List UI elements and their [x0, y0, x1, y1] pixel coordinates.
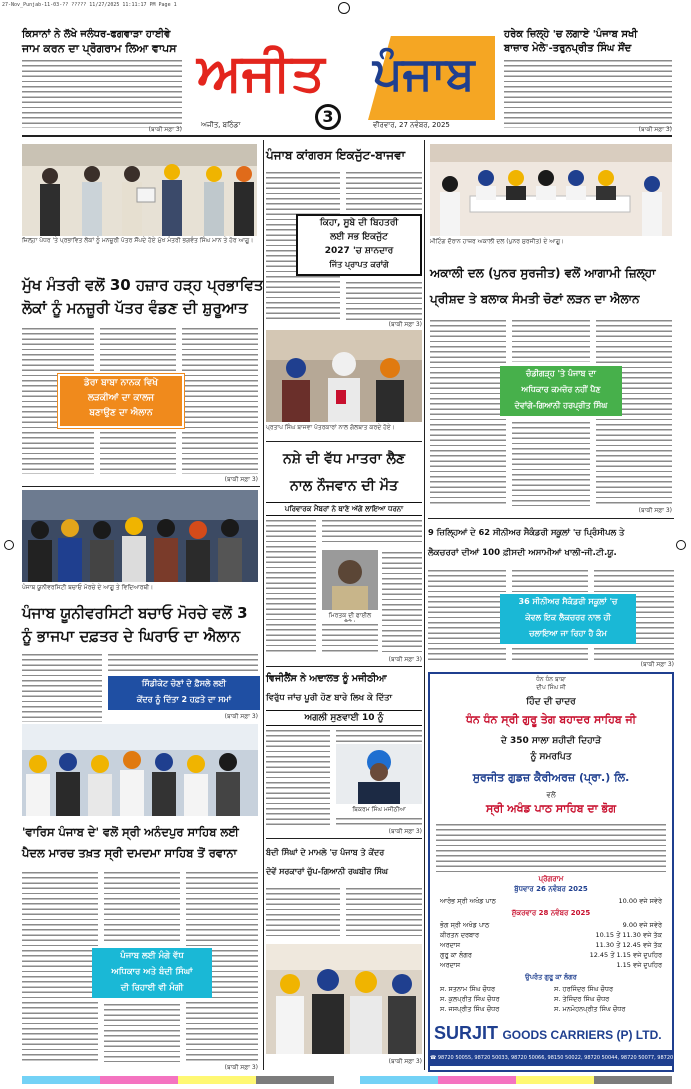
center-left-rule [263, 140, 264, 1070]
drugs-continued: (ਬਾਕੀ ਸਫ਼ਾ 3) [388, 656, 422, 663]
bandi-photo [266, 944, 422, 1054]
pu-photo [22, 490, 258, 582]
ad-line-5: ਸੁਰਜੀਤ ਗੁਡਜ਼ ਕੈਰੀਅਰਜ਼ (ਪ੍ਰਾ.) ਲਿ. [472, 771, 630, 784]
ad-langar: ਉਪਰੰਤ ਗੁਰੂ ਕਾ ਲੰਗਰ [525, 973, 577, 981]
schools-body-col-1 [428, 568, 506, 660]
cm-photo-illustration [22, 144, 257, 236]
pu-photo-illustration [22, 490, 258, 582]
print-slug: 27-Nov_Punjab-11-03-?? ????? 11/27/2025 11:11:17 PM Page 1 [2, 2, 177, 8]
congress-continued: (ਬਾਕੀ ਸਫ਼ਾ 3) [388, 321, 422, 328]
vigilance-next-hearing: ਅਗਲੀ ਸੁਣਵਾਈ 10 ਨੂੰ [266, 710, 422, 726]
ad-schedule-label: ਗੁਰੂ ਕਾ ਲੰਗਰ [440, 951, 472, 959]
congress-pullquote-line-3: 2027 'ਚ ਸ਼ਾਨਦਾਰ [324, 246, 394, 256]
congress-body-col-2 [346, 170, 422, 210]
vigilance-continued: (ਬਾਕੀ ਸਫ਼ਾ 3) [388, 828, 422, 835]
left-divider-1 [22, 486, 260, 487]
bandi-photo-illustration [266, 944, 422, 1054]
cm-highlight-line-3: ਬਣਾਉਣ ਦਾ ਐਲਾਨ [89, 408, 153, 418]
ad-program-title: ਪ੍ਰੋਗਰਾਮ [538, 875, 564, 883]
akali-highlight-box [500, 366, 622, 416]
pu-highlight-line-1: ਸਿੰਡੀਕੇਟ ਚੋਣਾਂ ਦੇ ਫ਼ੈਸਲੇ ਲਈ [141, 679, 227, 688]
drugs-body-col-2b [322, 622, 378, 654]
ad-date-1: ਬੁੱਧਵਾਰ 26 ਨਵੰਬਰ 2025 [514, 885, 588, 893]
ad-invitee: ਸ. ਹਰਜਿੰਦਰ ਸਿੰਘ ਚੌਧਰ [554, 985, 614, 993]
waris-highlight-line-3: ਦੀ ਰਿਹਾਈ ਵੀ ਮੰਗੀ [120, 983, 184, 993]
bajwa-photo-illustration [266, 330, 422, 422]
schools-headline-1: 9 ਜ਼ਿਲ੍ਹਿਆਂ ਦੇ 62 ਸੀਨੀਅਰ ਸੈਕੰਡਰੀ ਸਕੂਲਾਂ 'ਚ ਪ੍ਰਿੰਸੀਪਲ ਤੇ [428, 527, 625, 537]
center-divider-2 [266, 666, 422, 667]
majithia-photo [336, 744, 422, 804]
akali-highlight-line-3: ਦੇਵਾਂਗੇ-ਗਿਆਨੀ ਹਰਪ੍ਰੀਤ ਸਿੰਘ [514, 401, 608, 410]
ad-schedule-label: ਆਰੰਭ ਸ੍ਰੀ ਅਖੰਡ ਪਾਠ [440, 897, 496, 905]
masthead [183, 36, 495, 132]
vigilance-headline-1: ਵਿਜੀਲੈਂਸ ਨੇ ਅਦਾਲਤ ਨੂੰ ਮਜੀਠੀਆ [266, 673, 387, 684]
bandi-continued: (ਬਾਕੀ ਸਫ਼ਾ 3) [388, 1058, 422, 1065]
advert [428, 672, 691, 1072]
ad-invitees-right [554, 984, 666, 1016]
top-left-headline-2: ਜਾਮ ਕਰਨ ਦਾ ਪ੍ਰੋਗਰਾਮ ਲਿਆ ਵਾਪਸ [22, 42, 177, 55]
ad-line-4: ਨੂੰ ਸਮਰਪਿਤ [530, 752, 572, 762]
cm-photo [22, 144, 257, 236]
masthead-page-number: 3 [322, 107, 334, 126]
ad-schedule-row-4 [440, 940, 662, 950]
schools-highlight-line-1: 36 ਸੀਨੀਅਰ ਸੈਕੰਡਰੀ ਸਕੂਲਾਂ 'ਚ [518, 597, 618, 606]
ad-schedule-row-2 [440, 920, 662, 930]
ad-line-6: ਵਲੋਂ [546, 791, 556, 799]
drugs-body-col-2 [322, 518, 422, 546]
ad-schedule-time: 10.00 ਵਜੇ ਸਵੇਰੇ [618, 897, 662, 905]
center-divider-3 [266, 838, 422, 839]
pu-headline-2: ਨੂੰ ਭਾਜਪਾ ਦਫ਼ਤਰ ਦੇ ਘਿਰਾਓ ਦਾ ਐਲਾਨ [22, 627, 241, 645]
schools-continued: (ਬਾਕੀ ਸਫ਼ਾ 3) [640, 661, 674, 668]
bandi-headline-2: ਦੋਵੇਂ ਸਰਕਾਰਾਂ ਚੁੱਪ-ਗਿਆਨੀ ਰਘਬੀਰ ਸਿੰਘ [266, 867, 388, 876]
pu-body-col-2 [108, 652, 258, 674]
ad-schedule-label: ਕੀਰਤਨ ਦਰਬਾਰ [440, 931, 479, 939]
cm-highlight-line-1: ਡੇਰਾ ਬਾਬਾ ਨਾਨਕ ਵਿਖੇ [84, 378, 158, 388]
waris-body-col-1 [22, 870, 98, 1062]
schools-body-col-2b [512, 646, 588, 660]
bajwa-photo [266, 330, 422, 422]
waris-body-col-2 [104, 870, 180, 944]
masthead-right-title: ਪੰਜਾਬ [373, 46, 475, 100]
bandi-body-col-1 [266, 886, 340, 940]
ad-body-text [436, 822, 666, 872]
drugs-victim-photo-illustration [322, 550, 378, 610]
center-divider-1 [266, 441, 422, 442]
akali-highlight-line-1: ਚੰਡੀਗੜ੍ਹ 'ਤੇ ਪੰਜਾਬ ਦਾ [526, 369, 596, 378]
ad-line-2: ਧੰਨ ਧੰਨ ਸ੍ਰੀ ਗੁਰੂ ਤੇਗ ਬਹਾਦਰ ਸਾਹਿਬ ਜੀ [465, 713, 637, 726]
akali-continued: (ਬਾਕੀ ਸਫ਼ਾ 3) [638, 507, 672, 514]
ad-line-3: ਦੇ 350 ਸਾਲਾ ਸ਼ਹੀਦੀ ਦਿਹਾੜੇ [500, 736, 602, 746]
ad-schedule-row-5 [440, 950, 662, 960]
drugs-body-col-3 [382, 550, 422, 654]
ad-invitee: ਸ. ਕੁਲਪ੍ਰੀਤ ਸਿੰਘ ਚੌਧਰ [440, 995, 500, 1003]
akali-photo [430, 144, 672, 236]
schools-highlight-line-2: ਕੇਵਲ ਇਕ ਲੈਕਚਰਰ ਨਾਲ ਹੀ [525, 613, 611, 622]
masthead-date: ਵੀਰਵਾਰ, 27 ਨਵੰਬਰ, 2025 [373, 121, 450, 129]
ad-schedule-time: 12.45 ਤੋਂ 1.15 ਵਜੇ ਦੁਪਹਿਰ [589, 951, 662, 959]
cm-continued: (ਬਾਕੀ ਸਫ਼ਾ 3) [224, 476, 258, 483]
vigilance-body-col-2b [336, 816, 422, 826]
akali-body-col-2 [512, 318, 590, 362]
registration-mark-right [676, 540, 686, 550]
akali-headline-2: ਪ੍ਰੀਸ਼ਦ ਤੇ ਬਲਾਕ ਸੰਮਤੀ ਚੋਣਾਂ ਲੜਨ ਦਾ ਐਲਾਨ [430, 292, 640, 306]
ad-invitees-left [440, 984, 550, 1016]
waris-highlight-box [92, 948, 212, 998]
bandi-headline-1: ਬੰਦੀ ਸਿੰਘਾਂ ਦੇ ਮਾਮਲੇ 'ਚ ਪੰਜਾਬ ਤੇ ਕੇਂਦਰ [266, 848, 385, 857]
top-right-continued: (ਬਾਕੀ ਸਫ਼ਾ 3) [638, 126, 672, 133]
ad-schedule-time: 10.15 ਤੋਂ 11.30 ਵਜੇ ਤੱਕ [595, 931, 662, 939]
ad-phones: ☎ 98720 50055, 98720 50033, 98720 50066, 98150 50022, 98720 50044, 98720 50077, 98720 50088 [430, 1050, 672, 1066]
schools-highlight-line-3: ਚਲਾਇਆ ਜਾ ਰਿਹਾ ਹੈ ਕੰਮ [529, 629, 607, 638]
waris-highlight-line-2: ਅਧਿਕਾਰ ਅਤੇ ਬੰਦੀ ਸਿੰਘਾਂ [111, 967, 193, 977]
schools-body-col-2 [512, 568, 588, 592]
color-bar-bottom [22, 1076, 672, 1084]
pu-highlight-line-2: ਕੇਂਦਰ ਨੂੰ ਦਿੱਤਾ 2 ਹਫ਼ਤੇ ਦਾ ਸਮਾਂ [136, 695, 232, 704]
ad-schedule-label: ਅਰਦਾਸ [440, 961, 461, 969]
schools-highlight-box [500, 594, 636, 644]
ad-schedule-row-1 [440, 896, 662, 906]
top-left-headline-1: ਕਿਸਾਨਾਂ ਨੇ ਲੱਖੇ ਜਲੰਧਰ-ਫਗਵਾੜਾ ਹਾਈਵੇ [22, 29, 171, 40]
akali-photo-caption: ਮੀਟਿੰਗ ਦੌਰਾਨ ਹਾਜ਼ਰ ਅਕਾਲੀ ਦਲ (ਪੁਨਰ ਸੁਰਜੀਤ) ਦੇ ਆਗੂ। [430, 238, 565, 245]
pu-continued: (ਬਾਕੀ ਸਫ਼ਾ 3) [224, 713, 258, 720]
ad-line-7: ਸ੍ਰੀ ਅਖੰਡ ਪਾਠ ਸਾਹਿਬ ਦਾ ਭੋਗ [485, 802, 617, 815]
ad-invitee: ਸ. ਸਤਨਾਮ ਸਿੰਘ ਚੌਧਰ [440, 985, 496, 993]
akali-body-col-2b [512, 420, 590, 506]
schools-headline-2: ਲੈਕਚਰਰਾਂ ਦੀਆਂ 100 ਫ਼ੀਸਦੀ ਅਸਾਮੀਆਂ ਖਾਲੀ-ਜੀ.ਟੀ.ਯੂ. [428, 548, 617, 558]
akali-body-col-1 [430, 318, 506, 506]
congress-pullquote-line-2: ਲਈ ਸਭ ਇਕਜੁੱਟ [330, 232, 388, 242]
cm-highlight-box [58, 374, 184, 428]
waris-photo-illustration [22, 724, 258, 816]
ad-invitee: ਸ. ਤੇਜਿੰਦਰ ਸਿੰਘ ਚੌਧਰ [554, 995, 610, 1003]
ad-schedule-label: ਭੋਗ ਸ੍ਰੀ ਅਖੰਡ ਪਾਠ [440, 921, 490, 929]
top-left-body-text [22, 58, 182, 128]
waris-photo [22, 724, 258, 816]
ad-schedule-row-3 [440, 930, 662, 940]
waris-headline-1: 'ਵਾਰਿਸ ਪੰਜਾਬ ਦੇ' ਵਲੋਂ ਸ੍ਰੀ ਅਨੰਦਪੁਰ ਸਾਹਿਬ ਲਈ [22, 825, 239, 839]
top-right-headline-1: ਹਰੇਕ ਜ਼ਿਲ੍ਹੇ 'ਚ ਲਗਾਏ 'ਪੰਜਾਬ ਸਖੀ [504, 29, 638, 40]
waris-body-col-2b [104, 1002, 180, 1062]
akali-headline-1: ਅਕਾਲੀ ਦਲ (ਪੁਨਰ ਸੁਰਜੀਤ) ਵਲੋਂ ਆਗਾਮੀ ਜ਼ਿਲ੍ਹਾ [430, 266, 656, 280]
registration-mark-top [338, 2, 350, 14]
waris-highlight-line-1: ਪੰਜਾਬ ਲਈ ਮੰਗੇ ਵੱਧ [120, 951, 184, 961]
top-right-headline-2: ਬਾਜ਼ਾਰ ਮੇਲੇ'-ਤਰੁਨਪ੍ਰੀਤ ਸਿੰਘ ਸੌਂਦ [504, 43, 632, 54]
ad-invitee: ਸ. ਮਨਮੋਹਨਪ੍ਰੀਤ ਸਿੰਘ ਚੌਧਰ [554, 1005, 626, 1013]
vigilance-headline-2: ਵਿਰੁੱਧ ਜਾਂਚ ਪੂਰੀ ਹੋਣ ਬਾਰੇ ਲਿਖ ਕੇ ਦਿੱਤਾ [266, 693, 393, 703]
bajwa-photo-caption: ਪ੍ਰਤਾਪ ਸਿੰਘ ਬਾਜਵਾ ਪੱਤਰਕਾਰਾਂ ਨਾਲ ਗੱਲਬਾਤ ਕਰਦੇ ਹੋਏ। [266, 424, 395, 431]
congress-body-col-2b [346, 280, 422, 320]
pu-highlight-box [108, 676, 260, 710]
drugs-subhead: ਪਰਿਵਾਰਕ ਮੈਂਬਰਾਂ ਨੇ ਥਾਣੇ ਅੱਗੇ ਲਾਇਆ ਧਰਨਾ [266, 502, 422, 516]
pu-body-col-1 [22, 652, 102, 722]
akali-photo-illustration [430, 144, 672, 236]
majithia-photo-illustration [336, 744, 422, 804]
vigilance-body-col-2 [336, 728, 422, 742]
cm-headline-1: ਮੁੱਖ ਮੰਤਰੀ ਵਲੋਂ 30 ਹਜ਼ਾਰ ਹੜ੍ਹ ਪ੍ਰਭਾਵਿਤ [22, 276, 264, 294]
drugs-photo-caption: ਮਿਰਤਕ ਦੀ ਫਾਈਲ [328, 612, 372, 619]
vigilance-body-col-1 [266, 728, 330, 826]
drugs-body-col-1 [266, 518, 316, 654]
bandi-body-col-2 [346, 886, 422, 940]
ad-brand-suffix: GOODS CARRIERS (P) LTD. [502, 1028, 662, 1042]
waris-continued: (ਬਾਕੀ ਸਫ਼ਾ 3) [224, 1064, 258, 1071]
ad-brand [434, 1020, 668, 1046]
cm-photo-caption: ਜ਼ਿਲ੍ਹਾ ਪੱਧਰ 'ਤੇ ਪ੍ਰਭਾਵਿਤ ਲੋਕਾਂ ਨੂੰ ਮਨਜ਼ੂਰੀ ਪੱਤਰ ਸੌਂਪਦੇ ਹੋਏ ਮੁੱਖ ਮੰਤਰੀ ਭਗਵੰਤ ਸਿੰਘ ਮਾਨ ਤੇ ਹੋਰ ਆਗੂ। [22, 237, 254, 244]
congress-pullquote [296, 214, 422, 276]
ad-date-2: ਸ਼ੁੱਕਰਵਾਰ 28 ਨਵੰਬਰ 2025 [511, 909, 591, 917]
masthead-rule [22, 135, 672, 137]
ad-schedule-row-6 [440, 960, 662, 970]
ad-schedule-time: 11.30 ਤੋਂ 12.45 ਵਜੇ ਤੱਕ [595, 941, 662, 949]
congress-headline: ਪੰਜਾਬ ਕਾਂਗਰਸ ਇਕਜੁੱਟ-ਬਾਜਵਾ [266, 148, 406, 162]
ad-line-1: ਹਿੰਦ ਦੀ ਚਾਦਰ [526, 697, 576, 707]
waris-headline-2: ਪੈਦਲ ਮਾਰਚ ਤਖ਼ਤ ਸ੍ਰੀ ਦਮਦਮਾ ਸਾਹਿਬ ਤੋਂ ਰਵਾਨਾ [22, 846, 237, 860]
drugs-victim-photo [322, 550, 378, 610]
center-right-rule [424, 140, 425, 1070]
ad-schedule-label: ਅਰਦਾਸ [440, 941, 461, 949]
majithia-photo-caption: ਬਿਕਰਮ ਸਿੰਘ ਮਜੀਠੀਆ [352, 806, 406, 813]
congress-pullquote-line-1: ਕਿਹਾ, ਸੂਬੇ ਦੀ ਬਿਹਤਰੀ [319, 218, 399, 228]
ad-brand-name: SURJIT [434, 1023, 499, 1043]
pu-headline-1: ਪੰਜਾਬ ਯੂਨੀਵਰਸਿਟੀ ਬਚਾਓ ਮੋਰਚੇ ਵਲੋਂ 3 [22, 604, 248, 622]
drugs-headline-2: ਨਾਲ ਨੌਜਵਾਨ ਦੀ ਮੌਤ [290, 478, 398, 494]
ad-schedule-time: 1.15 ਵਜੇ ਦੁਪਹਿਰ [616, 961, 662, 969]
congress-pullquote-line-4: ਜਿੱਤ ਪ੍ਰਾਪਤ ਕਰਾਂਗੇ [329, 260, 389, 269]
cm-body-col-3 [182, 326, 258, 474]
cm-headline-2: ਲੋਕਾਂ ਨੂੰ ਮਨਜ਼ੂਰੀ ਪੱਤਰ ਵੰਡਣ ਦੀ ਸ਼ੁਰੂਆਤ [22, 299, 248, 317]
ad-top-note-1: ਧੰਨ ਧੰਨ ਬਾਬਾ [536, 676, 566, 683]
ad-schedule-time: 9.00 ਵਜੇ ਸਵੇਰੇ [622, 921, 662, 929]
ad-top-note-2: ਦੀਪ ਸਿੰਘ ਜੀ [536, 684, 566, 691]
right-divider-1 [428, 518, 674, 519]
cm-highlight-line-2: ਲੜਕੀਆਂ ਦਾ ਕਾਲਜ [87, 393, 155, 403]
pu-photo-caption: ਪੰਜਾਬ ਯੂਨੀਵਰਸਿਟੀ ਬਚਾਓ ਮੋਰਚੇ ਦੇ ਆਗੂ ਤੇ ਵਿਦਿਆਰਥੀ। [22, 584, 154, 591]
top-right-body-text [504, 58, 672, 128]
akali-highlight-line-2: ਅਧਿਕਾਰ ਕਮਜ਼ੋਰ ਨਹੀਂ ਪੈਣ [521, 385, 601, 394]
ad-invitee: ਸ. ਜਸਪ੍ਰੀਤ ਸਿੰਘ ਚੌਧਰ [440, 1005, 500, 1013]
drugs-headline-1: ਨਸ਼ੇ ਦੀ ਵੱਧ ਮਾਤਰਾ ਲੈਣ [282, 451, 406, 467]
masthead-left-title: ਅਜੀਤ [197, 42, 325, 103]
masthead-city: ਅਜੀਤ, ਬਠਿੰਡਾ [201, 121, 241, 129]
registration-mark-left [4, 540, 14, 550]
top-left-continued: (ਬਾਕੀ ਸਫ਼ਾ 3) [148, 126, 182, 133]
